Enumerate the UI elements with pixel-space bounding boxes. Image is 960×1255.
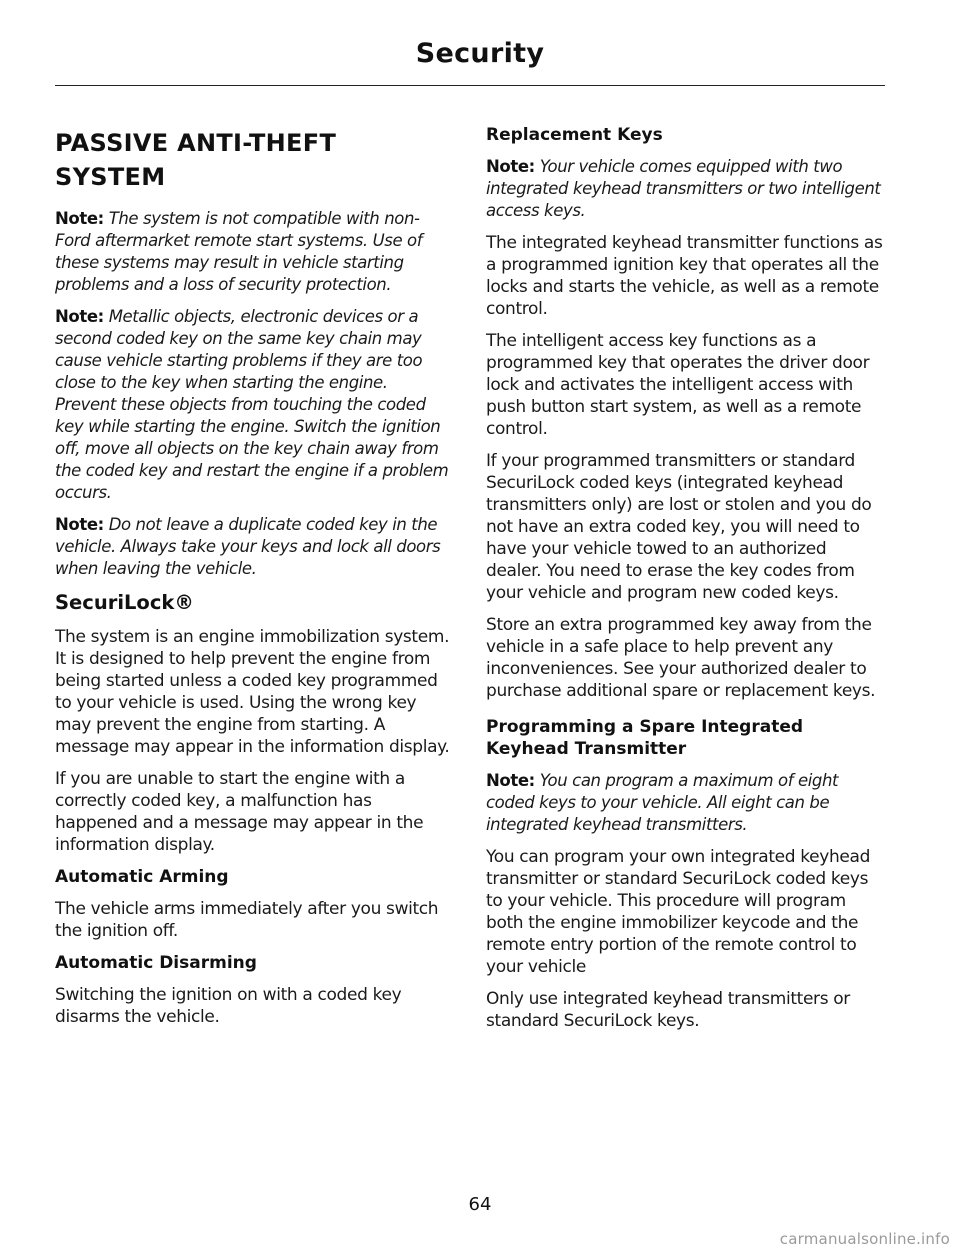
note-label: Note: — [55, 209, 104, 228]
automatic-arming-text: The vehicle arms immediately after you switch the ignition off. — [55, 899, 439, 941]
note-text: Metallic objects, electronic devices or a second coded key on the same key chain may cause vehicle starting problems if they are too close to the key when starting the engine. Prevent these objects from touching the coded key while starting the engine. Switch the ignition off, move all objects on the key chain away from the coded key and restart the engine if a problem occurs. — [55, 307, 449, 502]
left-column — [55, 118, 450, 1038]
note-text: You can program a maximum of eight coded keys to your vehicle. All eight can be integrated keyhead transmitters. — [486, 771, 839, 834]
securilock-paragraph: If you are unable to start the engine with a correctly coded key, a malfunction has happened and a message may appear in the information display. — [55, 769, 424, 855]
securilock-heading: SecuriLock® — [55, 591, 194, 614]
note-replacement-keys — [486, 156, 884, 222]
programming-heading-line-1: Programming a Spare Integrated — [486, 717, 804, 737]
section-title — [55, 126, 450, 194]
programming-paragraph: Only use integrated keyhead transmitters or standard SecuriLock keys. — [486, 989, 850, 1031]
programming-paragraph: You can program your own integrated keyhead transmitter or standard SecuriLock coded keys to your vehicle. This procedure will program both the engine immobilizer keycode and the remote entry portion of the remote control to your vehicle — [486, 847, 871, 977]
note-text: Do not leave a duplicate coded key in the vehicle. Always take your keys and lock all doors when leaving the vehicle. — [55, 515, 441, 578]
securilock-paragraph: The system is an engine immobilization system. It is designed to help prevent the engine from being started unless a coded key programmed to your vehicle is used. Using the wrong key may prevent the engine from starting. A message may appear in the information display. — [55, 627, 450, 757]
page-number: 64 — [468, 1194, 492, 1215]
watermark: carmanualsonline.info — [779, 1230, 950, 1248]
section-title-line-2: SYSTEM — [55, 163, 166, 191]
replacement-paragraph: Store an extra programmed key away from the vehicle in a safe place to help prevent any inconveniences. See your authorized dealer to purchase additional spare or replacement keys. — [486, 615, 876, 701]
note-compatibility — [55, 208, 450, 296]
note-programming — [486, 770, 884, 836]
right-column — [486, 118, 884, 1042]
replacement-paragraph: The intelligent access key functions as a programmed key that operates the driver door lock and activates the intelligent access with push button start system, as well as a remote control. — [486, 331, 870, 439]
note-text: The system is not compatible with non-Ford aftermarket remote start systems. Use of these systems may result in vehicle starting problems and a loss of security protection. — [55, 209, 423, 294]
note-label: Note: — [486, 771, 535, 790]
automatic-disarming-heading: Automatic Disarming — [55, 953, 257, 973]
programming-heading-line-2: Keyhead Transmitter — [486, 739, 687, 759]
section-title-line-1: PASSIVE ANTI-THEFT — [55, 129, 337, 157]
replacement-paragraph: The integrated keyhead transmitter functions as a programmed ignition key that operates all the locks and starts the vehicle, as well as a remote control. — [486, 233, 883, 319]
note-label: Note: — [486, 157, 535, 176]
note-text: Your vehicle comes equipped with two integrated keyhead transmitters or two intelligent access keys. — [486, 157, 881, 220]
page-header-title: Security — [415, 38, 545, 69]
note-duplicate-key — [55, 514, 450, 580]
automatic-arming-heading: Automatic Arming — [55, 867, 229, 887]
header-divider — [55, 85, 885, 86]
replacement-paragraph: If your programmed transmitters or standard SecuriLock coded keys (integrated keyhead transmitters only) are lost or stolen and you do not have an extra coded key, you will need to have your vehicle towed to an authorized dealer. You need to erase the key codes from your vehicle and program new coded keys. — [486, 451, 872, 603]
note-label: Note: — [55, 515, 104, 534]
note-metallic-objects — [55, 306, 450, 504]
note-label: Note: — [55, 307, 104, 326]
replacement-keys-heading: Replacement Keys — [486, 125, 663, 145]
programming-heading — [486, 716, 884, 760]
automatic-disarming-text: Switching the ignition on with a coded key disarms the vehicle. — [55, 985, 402, 1027]
